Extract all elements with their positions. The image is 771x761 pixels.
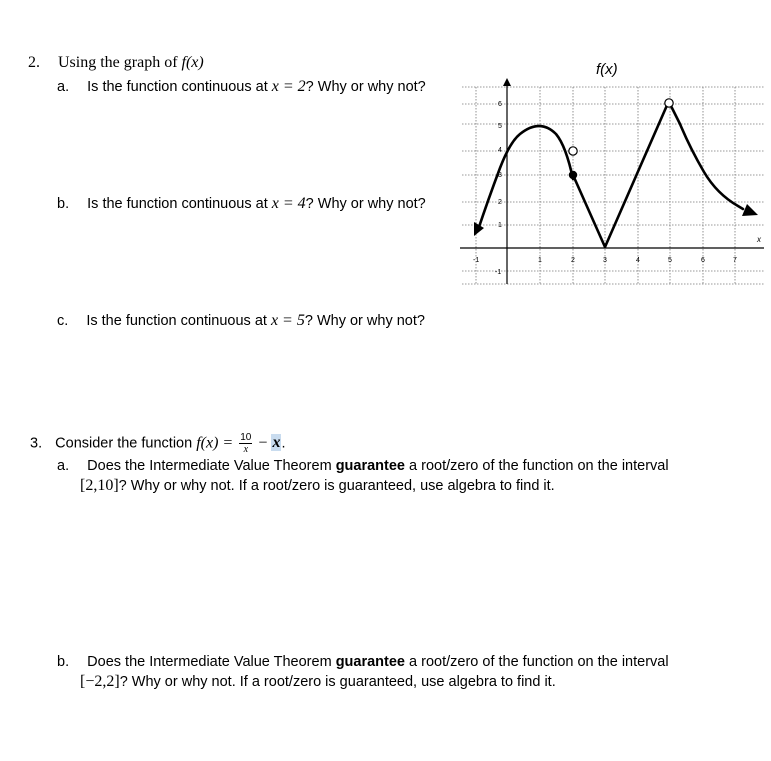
y-axis-ticks [495,101,502,276]
interval: [2,10] [80,477,119,494]
fraction-denominator: x [243,444,249,455]
curve-segment-left [478,126,573,230]
question-3-heading [30,432,286,455]
subquestion-label: c. [57,313,69,329]
subquestion-text-2: a root/zero of the function on the interval [409,654,669,670]
question-3a [57,456,669,496]
x-term: x [272,434,281,452]
y-tick-4: 4 [498,147,502,154]
function-name: f(x) [181,54,204,71]
x-tick-neg1: -1 [473,257,480,264]
question-prompt: Using the graph of [58,54,178,71]
question-3b [57,652,669,692]
x-tick-2: 2 [571,257,575,264]
subquestion-bold: guarantee [335,458,405,474]
x-tick-6: 6 [701,257,705,264]
x-tick-3: 3 [603,257,607,264]
subquestion-text: Is the function continuous at [87,79,268,95]
x-tick-4: 4 [636,257,640,264]
curve-segment-right [670,104,743,209]
x-axis-ticks [473,257,737,264]
question-2a [57,78,426,96]
right-arrowhead [742,204,758,216]
subquestion-label: b. [57,654,70,670]
subquestion-label: a. [57,79,70,95]
open-point-x2 [569,147,577,155]
y-tick-6: 6 [498,101,502,108]
period: . [281,435,286,452]
y-tick-3: 3 [498,172,502,179]
subquestion-text: Is the function continuous at [87,196,268,212]
question-number: 3. [30,435,43,452]
subquestion-tail: ? Why or why not? [305,196,426,212]
subquestion-math: x = 5 [270,312,305,329]
subquestion-tail: ? Why or why not. If a root/zero is guaranteed, use algebra to find it. [118,478,555,494]
y-tick-5: 5 [498,123,502,130]
subquestion-text-2: a root/zero of the function on the interval [409,458,669,474]
subquestion-math: x = 2 [271,78,306,95]
subquestion-tail: ? Why or why not? [305,79,426,95]
graph-title: f(x) [596,61,618,78]
subquestion-text: Does the Intermediate Value Theorem [87,458,332,474]
subquestion-label: a. [57,458,70,474]
y-tick-1: 1 [498,222,502,229]
x-axis-label: x [757,235,761,244]
x-tick-5: 5 [668,257,672,264]
function-graph [455,50,767,295]
x-tick-1: 1 [538,257,542,264]
axes [460,78,764,284]
question-2b [57,195,426,213]
subquestion-tail: ? Why or why not? [304,313,425,329]
subquestion-label: b. [57,196,70,212]
question-number: 2. [28,54,40,71]
minus-sign: − [258,434,268,452]
curve-segment-v [573,103,668,247]
open-point-x5 [665,99,673,107]
subquestion-math: x = 4 [271,195,306,212]
question-2c [57,312,425,330]
fraction-numerator: 10 [240,432,252,443]
subquestion-tail: ? Why or why not. If a root/zero is guaranteed, use algebra to find it. [119,674,556,690]
y-tick-neg1: -1 [495,269,502,276]
subquestion-text: Is the function continuous at [86,313,267,329]
x-tick-7: 7 [733,257,737,264]
closed-point-x2 [569,171,577,179]
function-lhs: f(x) = [196,434,234,452]
subquestion-text: Does the Intermediate Value Theorem [87,654,332,670]
interval: [−2,2] [80,673,120,690]
question-prompt: Consider the function [55,435,193,452]
subquestion-bold: guarantee [335,654,405,670]
y-tick-2: 2 [498,199,502,206]
question-2-heading [28,54,204,72]
fraction [239,432,252,455]
